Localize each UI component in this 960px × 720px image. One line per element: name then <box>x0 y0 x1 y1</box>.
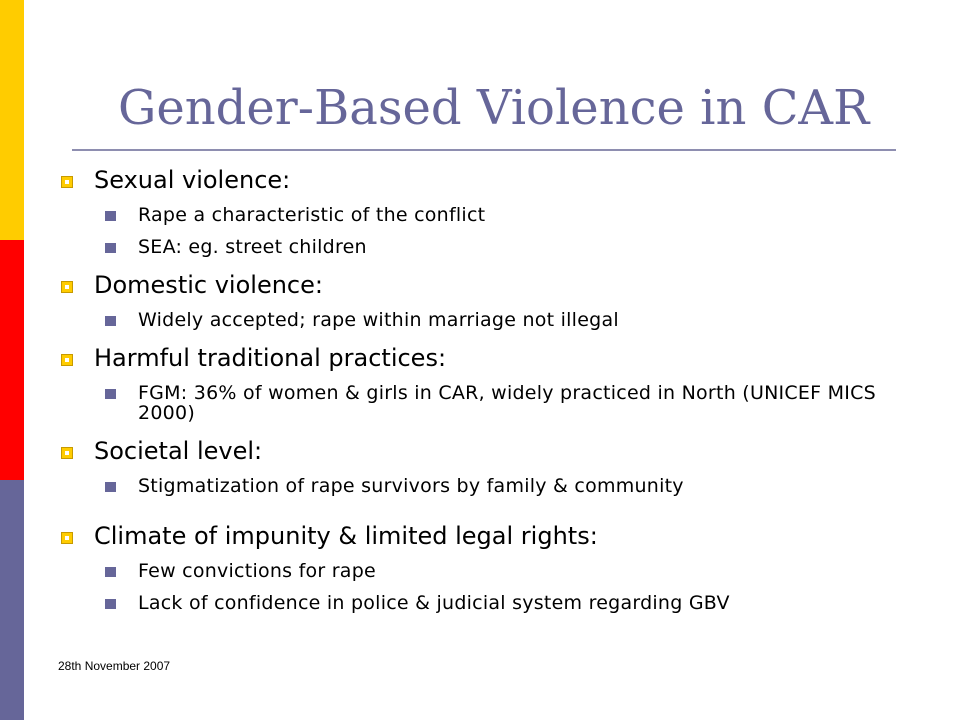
square-bullet-icon <box>105 211 116 221</box>
list-item-text: FGM: 36% of women & girls in CAR, widely practiced in North (UNICEF MICS 2000) <box>138 382 876 424</box>
square-bullet-icon <box>105 567 116 577</box>
footer-date: 28th November 2007 <box>58 659 171 673</box>
list-item <box>58 205 908 225</box>
list-item <box>58 237 908 257</box>
square-bullet-icon <box>62 355 72 365</box>
square-bullet-icon <box>62 533 72 543</box>
section-heading <box>58 269 908 301</box>
section-heading-text: Societal level: <box>94 437 263 465</box>
section-heading-text: Domestic violence: <box>94 271 323 299</box>
list-item-text: SEA: eg. street children <box>138 236 367 258</box>
list-item-text: Few convictions for rape <box>138 560 376 582</box>
square-bullet-icon <box>62 177 72 187</box>
list-item <box>58 383 908 423</box>
list-item <box>58 593 908 613</box>
accent-stripe-red <box>0 240 24 480</box>
section-heading-text: Climate of impunity & limited legal rights: <box>94 522 598 550</box>
list-item-text: Widely accepted; rape within marriage not illegal <box>138 309 619 331</box>
square-bullet-icon <box>105 243 116 253</box>
slide-content <box>58 160 908 613</box>
square-bullet-icon <box>105 316 116 326</box>
accent-stripe-yellow <box>0 0 24 240</box>
square-bullet-icon <box>105 599 116 609</box>
list-item-text: Lack of confidence in police & judicial system regarding GBV <box>138 592 730 614</box>
section-heading-text: Sexual violence: <box>94 166 291 194</box>
list-item <box>58 310 908 330</box>
accent-stripe-blue <box>0 480 24 720</box>
section-heading <box>58 164 908 196</box>
list-item-text: Rape a characteristic of the conflict <box>138 204 486 226</box>
list-item <box>58 476 908 496</box>
section-heading <box>58 435 908 467</box>
square-bullet-icon <box>62 448 72 458</box>
section-heading <box>58 342 908 374</box>
slide-title: Gender-Based Violence in CAR <box>118 80 870 136</box>
square-bullet-icon <box>105 482 116 492</box>
square-bullet-icon <box>105 389 116 399</box>
section-heading-text: Harmful traditional practices: <box>94 344 447 372</box>
title-divider <box>72 149 896 151</box>
section-heading <box>58 520 908 552</box>
list-item-text: Stigmatization of rape survivors by family & community <box>138 475 684 497</box>
square-bullet-icon <box>62 282 72 292</box>
list-item <box>58 561 908 581</box>
